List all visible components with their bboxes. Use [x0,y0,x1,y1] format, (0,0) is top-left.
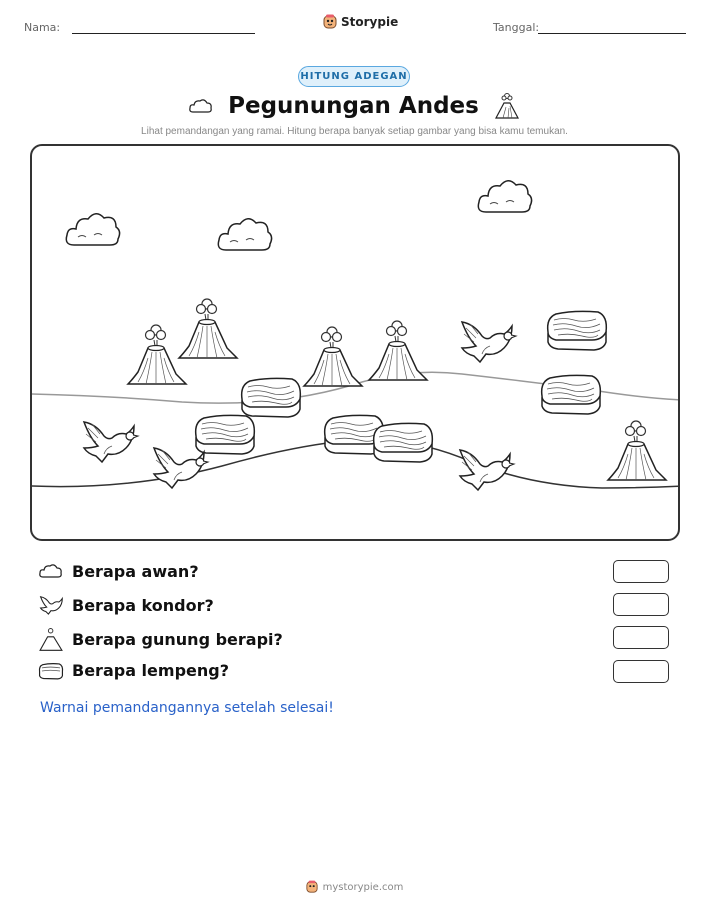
answer-box-clouds[interactable] [613,560,669,583]
scene-condor [154,448,208,488]
scene-volcano [304,327,362,386]
page-title [0,92,709,122]
date-line[interactable] [538,33,686,34]
footer-url: mystorypie.com [322,881,404,893]
scene-volcano [128,325,186,384]
volcano-icon [38,627,64,651]
question-text: Berapa awan? [72,561,199,581]
scene-plate [542,375,601,414]
scene-volcano [369,321,427,380]
scene-cloud [478,181,531,212]
brand-name: Storypie [341,15,399,29]
scene-volcano [608,421,666,480]
scene-cloud [66,214,119,245]
answer-box-volcanoes[interactable] [613,626,669,649]
coloring-note: Warnai pemandangannya setelah selesai! [40,700,334,716]
question-text: Berapa gunung berapi? [72,629,283,649]
scene-cloud [218,219,271,250]
date-label: Tanggal: [493,21,540,34]
question-row-volcanoes [38,627,283,651]
cloud-icon [188,96,214,116]
scene-plate [548,311,607,350]
answer-box-condors[interactable] [613,593,669,616]
storypie-mascot-icon [323,14,337,30]
activity-badge: HITUNG ADEGAN [298,66,410,87]
question-text: Berapa kondor? [72,595,214,615]
scene-condor [460,450,514,490]
counting-scene [30,144,680,541]
plate-icon [38,662,64,680]
scene-volcano [179,299,237,358]
brand-logo [323,14,398,30]
question-row-condors [38,594,214,616]
scene-condor [84,422,138,462]
scene-condor [462,322,516,362]
answer-box-plates[interactable] [613,660,669,683]
scene-plate [374,423,433,462]
question-row-clouds [38,561,199,581]
scene-plate [242,378,301,417]
cloud-icon [38,561,64,581]
page-subtitle: Lihat pemandangan yang ramai. Hitung berapa banyak setiap gambar yang bisa kamu temukan. [141,126,568,137]
condor-icon [38,594,64,616]
question-text: Berapa lempeng? [72,661,229,680]
name-line[interactable] [72,33,255,34]
question-row-plates [38,661,229,680]
scene-illustration [32,146,680,541]
scene-plate [196,415,255,454]
volcano-icon [493,92,521,120]
name-label: Nama: [24,21,61,34]
footer [0,880,709,894]
storypie-mascot-icon [306,880,318,894]
page-title-text: Pegunungan Andes [228,93,479,119]
